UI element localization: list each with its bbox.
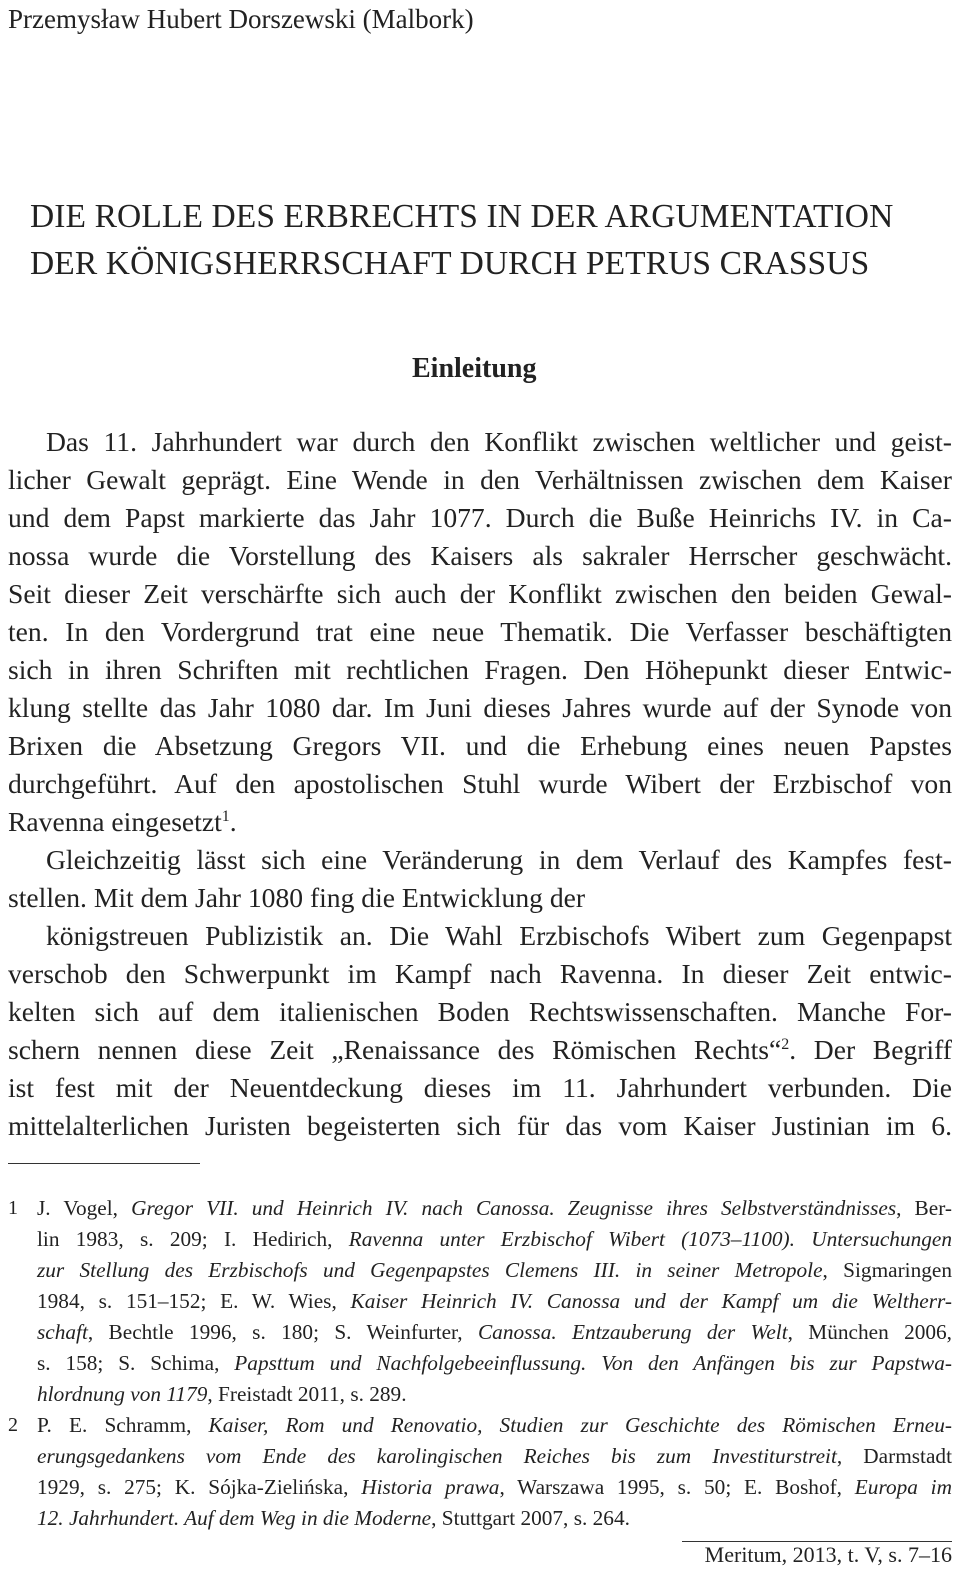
footnote-separator <box>8 1163 200 1164</box>
fn-text: , Stuttgart 2007, s. 264. <box>431 1506 630 1530</box>
footnote-line <box>37 1317 952 1348</box>
fn-text: , Warszawa 1995, s. 50; E. Boshof, <box>499 1475 855 1499</box>
footnote-line <box>37 1224 952 1255</box>
fn-text: P. E. Schramm, <box>37 1413 209 1437</box>
fn-text: , Freistadt 2011, s. 289. <box>207 1382 407 1406</box>
body-text-span: . Der Begriff <box>789 1034 952 1065</box>
body-line: mittelalterlichen Juristen begeisterten sich für das vom Kaiser Justinian im 6. <box>8 1110 952 1141</box>
article-title-line-1: DIE ROLLE DES ERBRECHTS IN DER ARGUMENTATION <box>30 198 894 235</box>
fn-text: J. Vogel, <box>37 1196 132 1220</box>
fn-italic: zur Stellung des Erzbischofs und Gegenpapstes Clemens III. in seiner Metropole <box>37 1258 823 1282</box>
fn-text: , Sigmaringen <box>822 1258 952 1282</box>
body-line: Seit dieser Zeit verschärfte sich auch der Konflikt zwischen den beiden Gewal- <box>8 578 952 609</box>
body-line: licher Gewalt geprägt. Eine Wende in den Verhältnissen zwischen dem Kaiser <box>8 464 952 495</box>
body-line <box>8 804 952 840</box>
author-line: Przemysław Hubert Dorszewski (Malbork) <box>8 4 474 34</box>
footnote-ref-1[interactable]: 1 <box>221 807 230 825</box>
body-line: Brixen die Absetzung Gregors VII. und die Erhebung eines neuen Papstes <box>8 730 952 761</box>
fn-text: , Darmstadt <box>836 1444 952 1468</box>
footnote-line <box>37 1441 952 1472</box>
footnote-line <box>37 1193 952 1224</box>
body-line: kelten sich auf dem italienischen Boden Rechtswissenschaften. Manche For- <box>8 996 952 1027</box>
body-line: ist fest mit der Neuentdeckung dieses im 11. Jahrhundert verbunden. Die <box>8 1072 952 1103</box>
fn-italic: Canossa. Entzauberung der Welt <box>477 1320 788 1344</box>
fn-text: , München 2006, <box>787 1320 952 1344</box>
fn-text: 1984, s. 151–152; E. W. Wies, <box>37 1289 351 1313</box>
body-line: Das 11. Jahrhundert war durch den Konflikt zwischen weltlicher und geist- <box>46 426 952 457</box>
footnote-line <box>37 1286 952 1317</box>
fn-italic: hlordnung von 1179 <box>37 1382 208 1406</box>
footnote-line <box>37 1348 952 1379</box>
footnote-line <box>37 1472 952 1503</box>
body-line: nossa wurde die Vorstellung des Kaisers als sakraler Herrscher geschwächt. <box>8 540 952 571</box>
fn-italic: schaft <box>37 1320 88 1344</box>
body-line: klung stellte das Jahr 1080 dar. Im Juni dieses Jahres wurde auf der Synode von <box>8 692 952 723</box>
fn-text: , Ber- <box>896 1196 952 1220</box>
body-line: und dem Papst markierte das Jahr 1077. Durch die Buße Heinrichs IV. in Ca- <box>8 502 952 533</box>
fn-italic: Kaiser Heinrich IV. Canossa und der Kampf um die Weltherr- <box>350 1289 952 1313</box>
footnote-line <box>37 1379 952 1410</box>
fn-text: lin 1983, s. 209; I. Hedirich, <box>37 1227 349 1251</box>
body-text-span: Ravenna eingesetzt <box>8 806 222 837</box>
fn-text: 1929, s. 275; K. Sójka-Zielińska, <box>37 1475 362 1499</box>
fn-italic: Europa im <box>854 1475 952 1499</box>
footnote-line <box>37 1503 952 1534</box>
body-line: königstreuen Publizistik an. Die Wahl Erzbischofs Wibert zum Gegenpapst <box>46 920 952 951</box>
fn-italic: erungsgedankens vom Ende des karolingischen Reiches bis zum Investiturstreit <box>37 1444 837 1468</box>
fn-italic: Papsttum und Nachfolgebeeinflussung. Von den Anfängen bis zur Papstwa- <box>234 1351 952 1375</box>
body-line <box>8 1032 952 1068</box>
section-heading: Einleitung <box>412 353 537 384</box>
fn-italic: 12. Jahrhundert. Auf dem Weg in die Moderne <box>37 1506 432 1530</box>
body-line: Gleichzeitig lässt sich eine Veränderung in dem Verlauf des Kampfes fest- <box>46 844 952 875</box>
fn-text: , Bechtle 1996, s. 180; S. Weinfurter, <box>87 1320 478 1344</box>
fn-italic: Ravenna unter Erzbischof Wibert (1073–1100). Untersuchungen <box>348 1227 952 1251</box>
fn-italic: Kaiser, Rom und Renovatio, Studien zur Geschichte des Römischen Erneu- <box>208 1413 953 1437</box>
body-line: stellen. Mit dem Jahr 1080 fing die Entwicklung der <box>8 882 586 913</box>
body-line: ten. In den Vordergrund trat eine neue Thematik. Die Verfasser beschäftigten <box>8 616 952 647</box>
body-text-span: . <box>229 806 237 837</box>
fn-italic: Historia prawa <box>361 1475 500 1499</box>
journal-citation: Meritum, 2013, t. V, s. 7–16 <box>704 1542 952 1567</box>
fn-italic: Gregor VII. und Heinrich IV. nach Canossa. Zeugnisse ihres Selbstverständnisses <box>131 1196 897 1220</box>
footnote-line <box>37 1255 952 1286</box>
fn-text: s. 158; S. Schima, <box>37 1351 235 1375</box>
body-text-span: schern nennen diese Zeit „Renaissance des Römischen Rechts“ <box>8 1034 782 1065</box>
footnote-number: 1 <box>8 1197 18 1219</box>
footnote-line <box>37 1410 952 1441</box>
body-line: durchgeführt. Auf den apostolischen Stuhl wurde Wibert der Erzbischof von <box>8 768 952 799</box>
footnote-number: 2 <box>8 1414 18 1436</box>
article-title-line-2: DER KÖNIGSHERRSCHAFT DURCH PETRUS CRASSUS <box>30 245 870 282</box>
body-line: sich in ihren Schriften mit rechtlichen Fragen. Den Höhepunkt dieser Entwic- <box>8 654 952 685</box>
body-line: verschob den Schwerpunkt im Kampf nach Ravenna. In dieser Zeit entwic- <box>8 958 952 989</box>
footnote-ref-2[interactable]: 2 <box>781 1035 790 1053</box>
